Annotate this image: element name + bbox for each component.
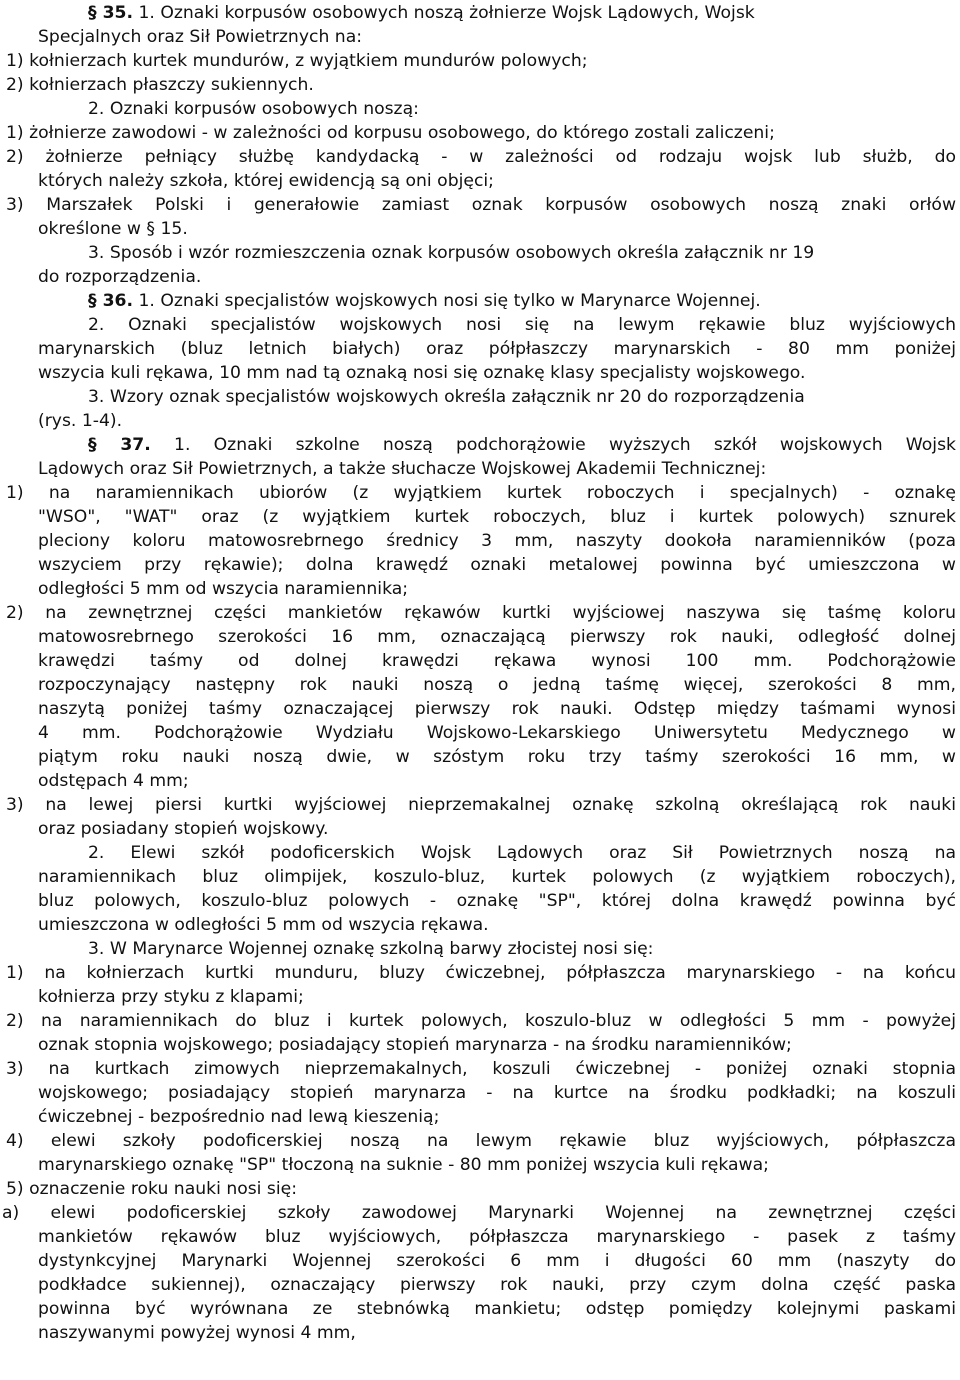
text-line: krawędzi taśmy od dolnej krawędzi rękawa wynosi 100 mm. Podchorążowie [38, 651, 956, 671]
text-line: oznak stopnia wojskowego; posiadający stopień marynarza - na środku naramienników; [38, 1035, 792, 1055]
text-line: 3) na kurtkach zimowych nieprzemakalnych, koszuli ćwiczebnej - poniżej oznaki stopnia [6, 1059, 956, 1079]
text-line: 2. Elewi szkół podoficerskich Wojsk Lądowych oraz Sił Powietrznych noszą na [88, 843, 956, 863]
text-line: marynarskich (bluz letnich białych) oraz półpłaszczy marynarskich - 80 mm poniżej [38, 339, 956, 359]
text-line: 2) kołnierzach płaszczy sukiennych. [6, 75, 314, 95]
text-line: 3. Wzory oznak specjalistów wojskowych określa załącznik nr 20 do rozporządzenia [88, 387, 805, 407]
text-line: podkładce sukiennej), oznaczający pierwszy rok nauki, przy czym dolna część paska [38, 1275, 956, 1295]
text-line: "WSO", "WAT" oraz (z wyjątkiem kurtek roboczych, bluz i kurtek polowych) sznurek [38, 507, 956, 527]
text-line: odstępach 4 mm; [38, 771, 189, 791]
text-line: wszycia kuli rękawa, 10 mm nad tą oznaką nosi się oznakę klasy specjalisty wojskowego. [38, 363, 806, 383]
text-line: 2. Oznaki korpusów osobowych noszą: [88, 99, 419, 119]
text-line: 3. Sposób i wzór rozmieszczenia oznak korpusów osobowych określa załącznik nr 19 [88, 243, 815, 263]
text-line: § 36. 1. Oznaki specjalistów wojskowych nosi się tylko w Marynarce Wojennej. [88, 291, 761, 311]
text-line: 1) na naramiennikach ubiorów (z wyjątkiem kurtek roboczych i specjalnych) - oznakę [6, 483, 956, 503]
text-line: naszywanymi powyżej wynosi 4 mm, [38, 1323, 356, 1343]
text-line: oraz posiadany stopień wojskowy. [38, 819, 329, 839]
text-line: 1) żołnierze zawodowi - w zależności od korpusu osobowego, do którego zostali zaliczeni; [6, 123, 775, 143]
text-line: Specjalnych oraz Sił Powietrznych na: [38, 27, 363, 47]
text-line: a) elewi podoficerskiej szkoły zawodowej Marynarki Wojennej na zewnętrznej części [2, 1203, 956, 1223]
text-line: 5) oznaczenie roku nauki nosi się: [6, 1179, 298, 1199]
text-line: kołnierza przy styku z klapami; [38, 987, 304, 1007]
text-line: piątym roku nauki noszą dwie, w szóstym roku trzy taśmy szerokości 16 mm, w [38, 747, 956, 767]
text-line: umieszczona w odległości 5 mm od wszycia rękawa. [38, 915, 489, 935]
text-line: ćwiczebnej - bezpośrednio nad lewą kieszenią; [38, 1107, 440, 1127]
text-line: marynarskiego oznakę "SP" tłoczoną na suknie - 80 mm poniżej wszycia kuli rękawa; [38, 1155, 769, 1175]
text-line: określone w § 15. [38, 219, 188, 239]
text-line: Lądowych oraz Sił Powietrznych, a także słuchacze Wojskowej Akademii Technicznej: [38, 459, 767, 479]
text-line: 2) na naramiennikach do bluz i kurtek polowych, koszulo-bluz w odległości 5 mm - powyżej [6, 1011, 956, 1031]
text-line: 2) na zewnętrznej części mankietów rękawów kurtki wyjściowej naszywa się taśmę koloru [6, 603, 956, 623]
text-line: 2. Oznaki specjalistów wojskowych nosi się na lewym rękawie bluz wyjściowych [88, 315, 956, 335]
text-line: 3) na lewej piersi kurtki wyjściowej nieprzemakalnej oznakę szkolną określającą rok nauki [6, 795, 956, 815]
text-line: których należy szkoła, której ewidencją są oni objęci; [38, 171, 494, 191]
section-marker: § 36. [88, 291, 134, 311]
text-line: naramiennikach bluz olimpijek, koszulo-bluz, kurtek polowych (z wyjątkiem roboczych), [38, 867, 956, 887]
text-line: 2) żołnierze pełniący służbę kandydacką - w zależności od rodzaju wojsk lub służb, do [6, 147, 956, 167]
text-line: 1) kołnierzach kurtek mundurów, z wyjątkiem mundurów polowych; [6, 51, 588, 71]
text-line: dystynkcyjnej Marynarki Wojennej szerokości 6 mm i długości 60 mm (naszyty do [38, 1251, 956, 1271]
text-line: 4) elewi szkoły podoficerskiej noszą na lewym rękawie bluz wyjściowych, półpłaszcza [6, 1131, 956, 1151]
text-line: bluz polowych, koszulo-bluz polowych - oznakę "SP", której dolna krawędź powinna być [38, 891, 956, 911]
text-line: pleciony koloru matowosrebrnego średnicy 3 mm, naszyty dookoła naramienników (poza [38, 531, 956, 551]
section-marker: § 35. [88, 3, 134, 23]
text-line: mankietów rękawów bluz wyjściowych, półpłaszcza marynarskiego - pasek z taśmy [38, 1227, 956, 1247]
text-line: § 35. 1. Oznaki korpusów osobowych noszą żołnierze Wojsk Lądowych, Wojsk [88, 3, 755, 23]
text-line: wszyciem przy rękawie); dolna krawędź oznaki metalowej powinna być umieszczona w [38, 555, 956, 575]
text-line: rozpoczynający następny rok nauki noszą o jedną taśmę więcej, szerokości 8 mm, [38, 675, 956, 695]
text-line: wojskowego; posiadający stopień marynarza - na kurtce na środku podkładki; na koszuli [38, 1083, 956, 1103]
text-line: matowosrebrnego szerokości 16 mm, oznaczającą pierwszy rok nauki, odległość dolnej [38, 627, 956, 647]
text-line: naszytą poniżej taśmy oznaczającej pierwszy rok nauki. Odstęp między taśmami wynosi [38, 699, 956, 719]
text-line: § 37. 1. Oznaki szkolne noszą podchorążowie wyższych szkół wojskowych Wojsk [88, 435, 956, 455]
text-line: do rozporządzenia. [38, 267, 202, 287]
text-line: 3. W Marynarce Wojennej oznakę szkolną barwy złocistej nosi się: [88, 939, 654, 959]
text-line: (rys. 1-4). [38, 411, 123, 431]
text-line: powinna być wyrównana ze stebnówką mankietu; odstęp pomiędzy kolejnymi paskami [38, 1299, 956, 1319]
text-line: 1) na kołnierzach kurtki munduru, bluzy ćwiczebnej, półpłaszcza marynarskiego - na końcu [6, 963, 956, 983]
text-line: odległości 5 mm od wszycia naramiennika; [38, 579, 409, 599]
text-line: 4 mm. Podchorążowie Wydziału Wojskowo-Lekarskiego Uniwersytetu Medycznego w [38, 723, 956, 743]
section-marker: § 37. [88, 435, 151, 455]
text-line: 3) Marszałek Polski i generałowie zamiast oznak korpusów osobowych noszą znaki orłów [6, 195, 956, 215]
